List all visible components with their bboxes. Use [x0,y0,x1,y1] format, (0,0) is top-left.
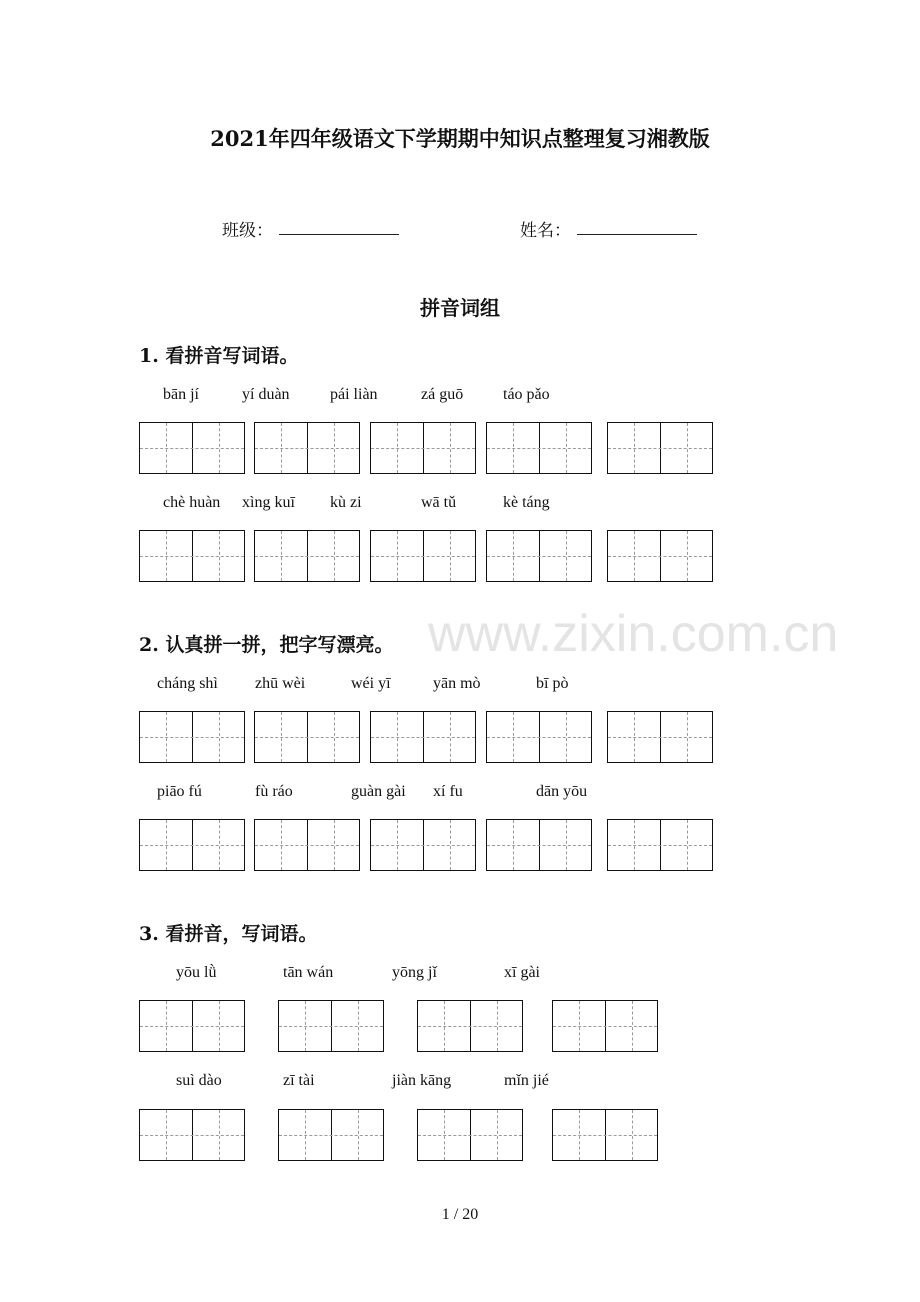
grid-guide-line [140,556,244,557]
writing-grid-box[interactable] [139,1109,245,1161]
grid-guide-line [255,845,359,846]
pinyin-label: yí duàn [242,386,290,403]
pinyin-label: yōng jǐ [392,964,437,981]
grid-guide-line [608,448,712,449]
pinyin-label: kù zi [330,494,362,511]
document-title: 2021年四年级语文下学期期中知识点整理复习湘教版 [210,126,710,151]
watermark: www.zixin.com.cn [428,605,839,663]
pinyin-label: piāo fú [157,783,202,800]
pinyin-label: pái liàn [330,386,378,403]
writing-grid-box[interactable] [278,1109,384,1161]
writing-grid-box[interactable] [370,819,476,871]
grid-guide-line [140,448,244,449]
grid-guide-line [608,737,712,738]
class-blank [279,234,399,235]
writing-grid-box[interactable] [139,819,245,871]
grid-guide-line [371,737,475,738]
pinyin-label: xìng kuī [242,494,295,511]
pinyin-label: tān wán [283,964,334,981]
writing-grid-box[interactable] [139,1000,245,1052]
writing-grid-box[interactable] [370,422,476,474]
writing-grid-box[interactable] [254,819,360,871]
writing-grid-box[interactable] [417,1000,523,1052]
grid-guide-line [255,737,359,738]
writing-grid-box[interactable] [254,711,360,763]
pinyin-label: bī pò [536,675,569,692]
pinyin-label: bān jí [163,386,199,403]
grid-guide-line [140,845,244,846]
grid-guide-line [418,1135,522,1136]
question-1-heading: 1. 看拼音写词语。 [139,345,299,367]
pinyin-label: zī tài [283,1072,315,1089]
pinyin-label: cháng shì [157,675,218,692]
grid-guide-line [487,737,591,738]
grid-guide-line [553,1026,657,1027]
grid-guide-line [279,1135,383,1136]
pinyin-label: xí fu [433,783,463,800]
grid-guide-line [371,845,475,846]
pinyin-label: fù ráo [255,783,293,800]
writing-grid-box[interactable] [486,711,592,763]
grid-guide-line [487,845,591,846]
pinyin-label: jiàn kāng [392,1072,452,1089]
section-title: 拼音词组 [420,296,500,320]
grid-guide-line [279,1026,383,1027]
pinyin-label: xī gài [504,964,540,981]
grid-guide-line [371,448,475,449]
class-label: 班级： [222,221,273,241]
pinyin-label: zá guō [421,386,464,403]
grid-guide-line [487,448,591,449]
grid-guide-line [553,1135,657,1136]
writing-grid-box[interactable] [139,711,245,763]
writing-grid-box[interactable] [607,711,713,763]
writing-grid-box[interactable] [552,1000,658,1052]
grid-guide-line [140,1026,244,1027]
name-label: 姓名： [520,221,571,241]
pinyin-label: yōu lǜ [176,964,217,981]
writing-grid-box[interactable] [139,422,245,474]
pinyin-label: zhū wèi [255,675,306,692]
pinyin-label: chè huàn [163,494,221,511]
writing-grid-box[interactable] [607,819,713,871]
writing-grid-box[interactable] [278,1000,384,1052]
pinyin-label: wā tǔ [421,494,457,511]
grid-guide-line [255,448,359,449]
name-blank [577,234,697,235]
grid-guide-line [418,1026,522,1027]
grid-guide-line [487,556,591,557]
grid-guide-line [608,845,712,846]
writing-grid-box[interactable] [254,530,360,582]
pinyin-label: kè táng [503,494,550,511]
grid-guide-line [608,556,712,557]
question-3-heading: 3. 看拼音，写词语。 [139,923,318,945]
writing-grid-box[interactable] [486,819,592,871]
pinyin-label: yān mò [433,675,481,692]
writing-grid-box[interactable] [370,711,476,763]
writing-grid-box[interactable] [486,422,592,474]
writing-grid-box[interactable] [417,1109,523,1161]
writing-grid-box[interactable] [254,422,360,474]
writing-grid-box[interactable] [370,530,476,582]
pinyin-label: mǐn jié [504,1072,549,1089]
grid-guide-line [255,556,359,557]
pinyin-label: táo pǎo [503,386,550,403]
pinyin-label: guàn gài [351,783,406,800]
grid-guide-line [140,737,244,738]
writing-grid-box[interactable] [552,1109,658,1161]
writing-grid-box[interactable] [139,530,245,582]
grid-guide-line [140,1135,244,1136]
pinyin-label: suì dào [176,1072,222,1089]
page-number: 1 / 20 [441,1206,479,1223]
question-2-heading: 2. 认真拼一拼，把字写漂亮。 [139,634,394,656]
writing-grid-box[interactable] [607,422,713,474]
grid-guide-line [371,556,475,557]
pinyin-label: dān yōu [536,783,588,800]
writing-grid-box[interactable] [607,530,713,582]
writing-grid-box[interactable] [486,530,592,582]
pinyin-label: wéi yī [351,675,391,692]
